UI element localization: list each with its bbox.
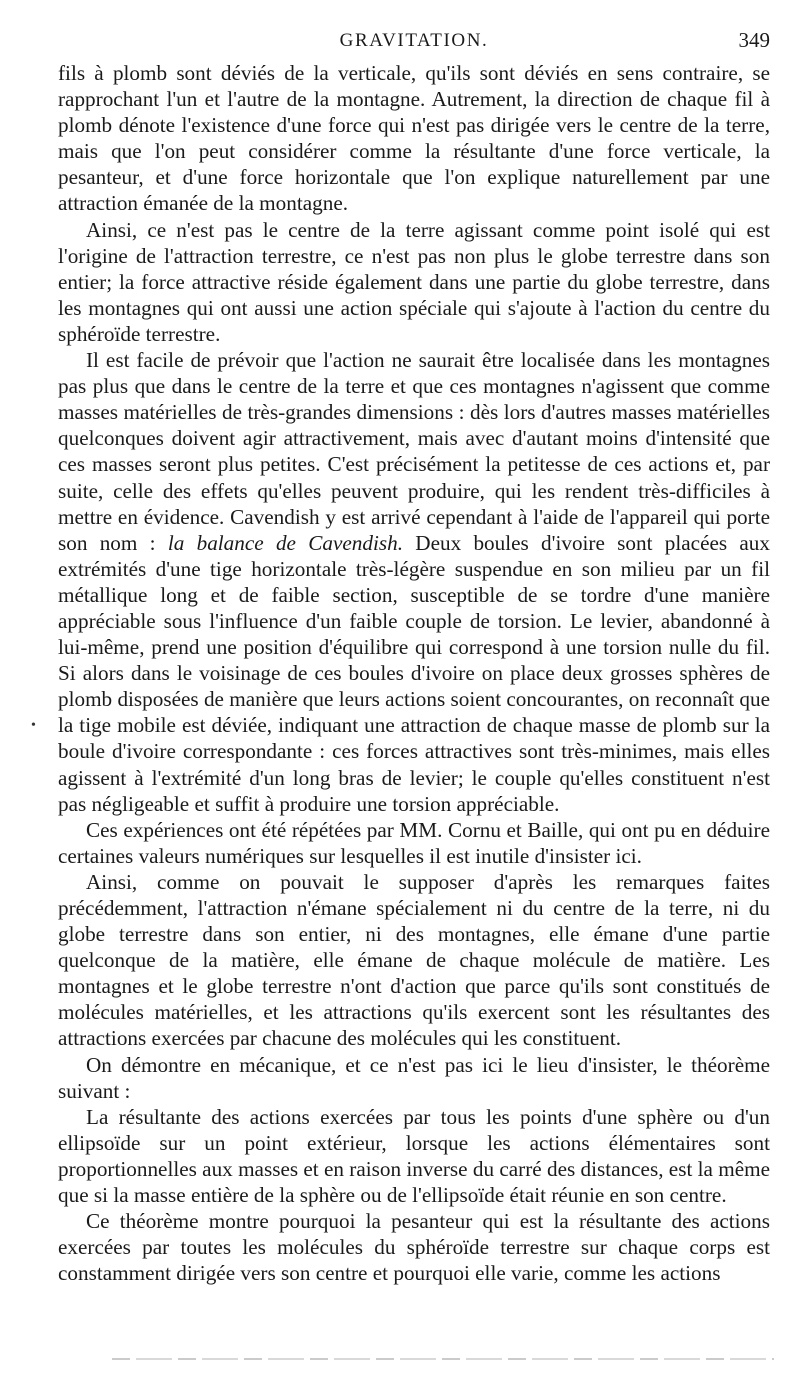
paragraph-3-italic-title: la balance de Cavendish. (167, 530, 403, 555)
paragraph-3 (58, 347, 770, 817)
paragraph-6: On démontre en mécanique, et ce n'est pas ici le lieu d'insister, le théorème suivant : (58, 1052, 770, 1103)
paragraph-1: fils à plomb sont déviés de la verticale, qu'ils sont déviés en sens contraire, se rapprochant l'un et l'autre de la montagne. Autrement, la direction de chaque fil à plomb dénote l'existence d'une force qui n'est pas dirigée vers le centre de la terre, mais que l'on peut considérer comme la résultante d'une force verticale, la pesanteur, et d'une force horizontale que l'on explique naturellement par une attraction émanée de la montagne. (58, 61, 770, 216)
faded-bottom-line (112, 1358, 774, 1360)
paragraph-5: Ainsi, comme on pouvait le supposer d'après les remarques faites précédemment, l'attraction n'émane spécialement ni du centre de la terre, ni du globe terrestre dans son entier, ni des montagnes, elle émane d'une partie quelconque de la matière, elle émane de chaque molécule de matière. Les montagnes et le globe terrestre n'ont d'action que parce qu'ils sont constitués de molécules matérielles, et les attractions qu'ils exercent sont les résultantes des attractions exercées par chacune des molécules qui les constituent. (58, 869, 770, 1051)
page-number: 349 (738, 28, 770, 52)
paragraph-4: Ces expériences ont été répétées par MM. Cornu et Baille, qui ont pu en déduire certaines valeurs numériques sur lesquelles il est inutile d'insister ici. (58, 817, 770, 868)
paragraph-3-text-after: Deux boules d'ivoire sont placées aux extrémités d'une tige horizontale très-légère suspendue en son milieu par un fil métallique long et de faible section, susceptible de se tordre d'une manière appréciable sous l'influence d'un faible couple de torsion. Le levier, abandonné à lui-même, prend une position d'équilibre qui correspond à une torsion nulle du fil. Si alors dans le voisinage de ces boules d'ivoire on place deux grosses sphères de plomb disposées de manière que leurs actions soient concourantes, on reconnaît que la tige mobile est déviée, indiquant une attraction de chaque masse de plomb sur la boule d'ivoire correspondante : ces forces attractives sont très-minimes, mais elles agissent à l'extrémité d'un long bras de levier; le couple qu'elles constituent n'est pas négligeable et suffit à produire une torsion appréciable. (58, 530, 770, 816)
body-text (58, 60, 770, 1286)
document-page (58, 26, 770, 1286)
paragraph-8: Ce théorème montre pourquoi la pesanteur qui est la résultante des actions exercées par toutes les molécules du sphéroïde terrestre sur chaque corps est constamment dirigée vers son centre et pourquoi elle varie, comme les actions (58, 1209, 770, 1286)
margin-mark: • (31, 718, 36, 733)
theorem-statement: La résultante des actions exercées par tous les points d'une sphère ou d'un ellipsoïde sur un point extérieur, lorsque les actions élémentaires sont proportionnelles aux masses et en raison inverse du carré des distances, est la même que si la masse entière de la sphère ou de l'ellipsoïde était réunie en son centre. (58, 1104, 770, 1208)
running-title: GRAVITATION. (339, 30, 489, 51)
page-header (58, 26, 770, 60)
paragraph-3-text-before: Il est facile de prévoir que l'action ne saurait être localisée dans les montagnes pas plus que dans le centre de la terre et que ces montagnes n'agissent que comme masses matérielles de très-grandes dimensions : dès lors d'autres masses matérielles quelconques doivent agir attractivement, mais avec d'autant moins d'intensité que ces masses seront plus petites. C'est précisément la petitesse de ces actions et, par suite, celle des effets qu'elles peuvent produire, qui les rendent très-difficiles à mettre en évidence. Cavendish y est arrivé cependant à l'aide de l'appareil qui porte son nom : (58, 348, 770, 555)
paragraph-2: Ainsi, ce n'est pas le centre de la terre agissant comme point isolé qui est l'origine de l'attraction terrestre, ce n'est pas non plus le globe terrestre dans son entier; la force attractive réside également dans une partie du globe terrestre, dans les montagnes qui ont aussi une action spéciale qui s'ajoute à l'action du centre du sphéroïde terrestre. (58, 217, 770, 346)
